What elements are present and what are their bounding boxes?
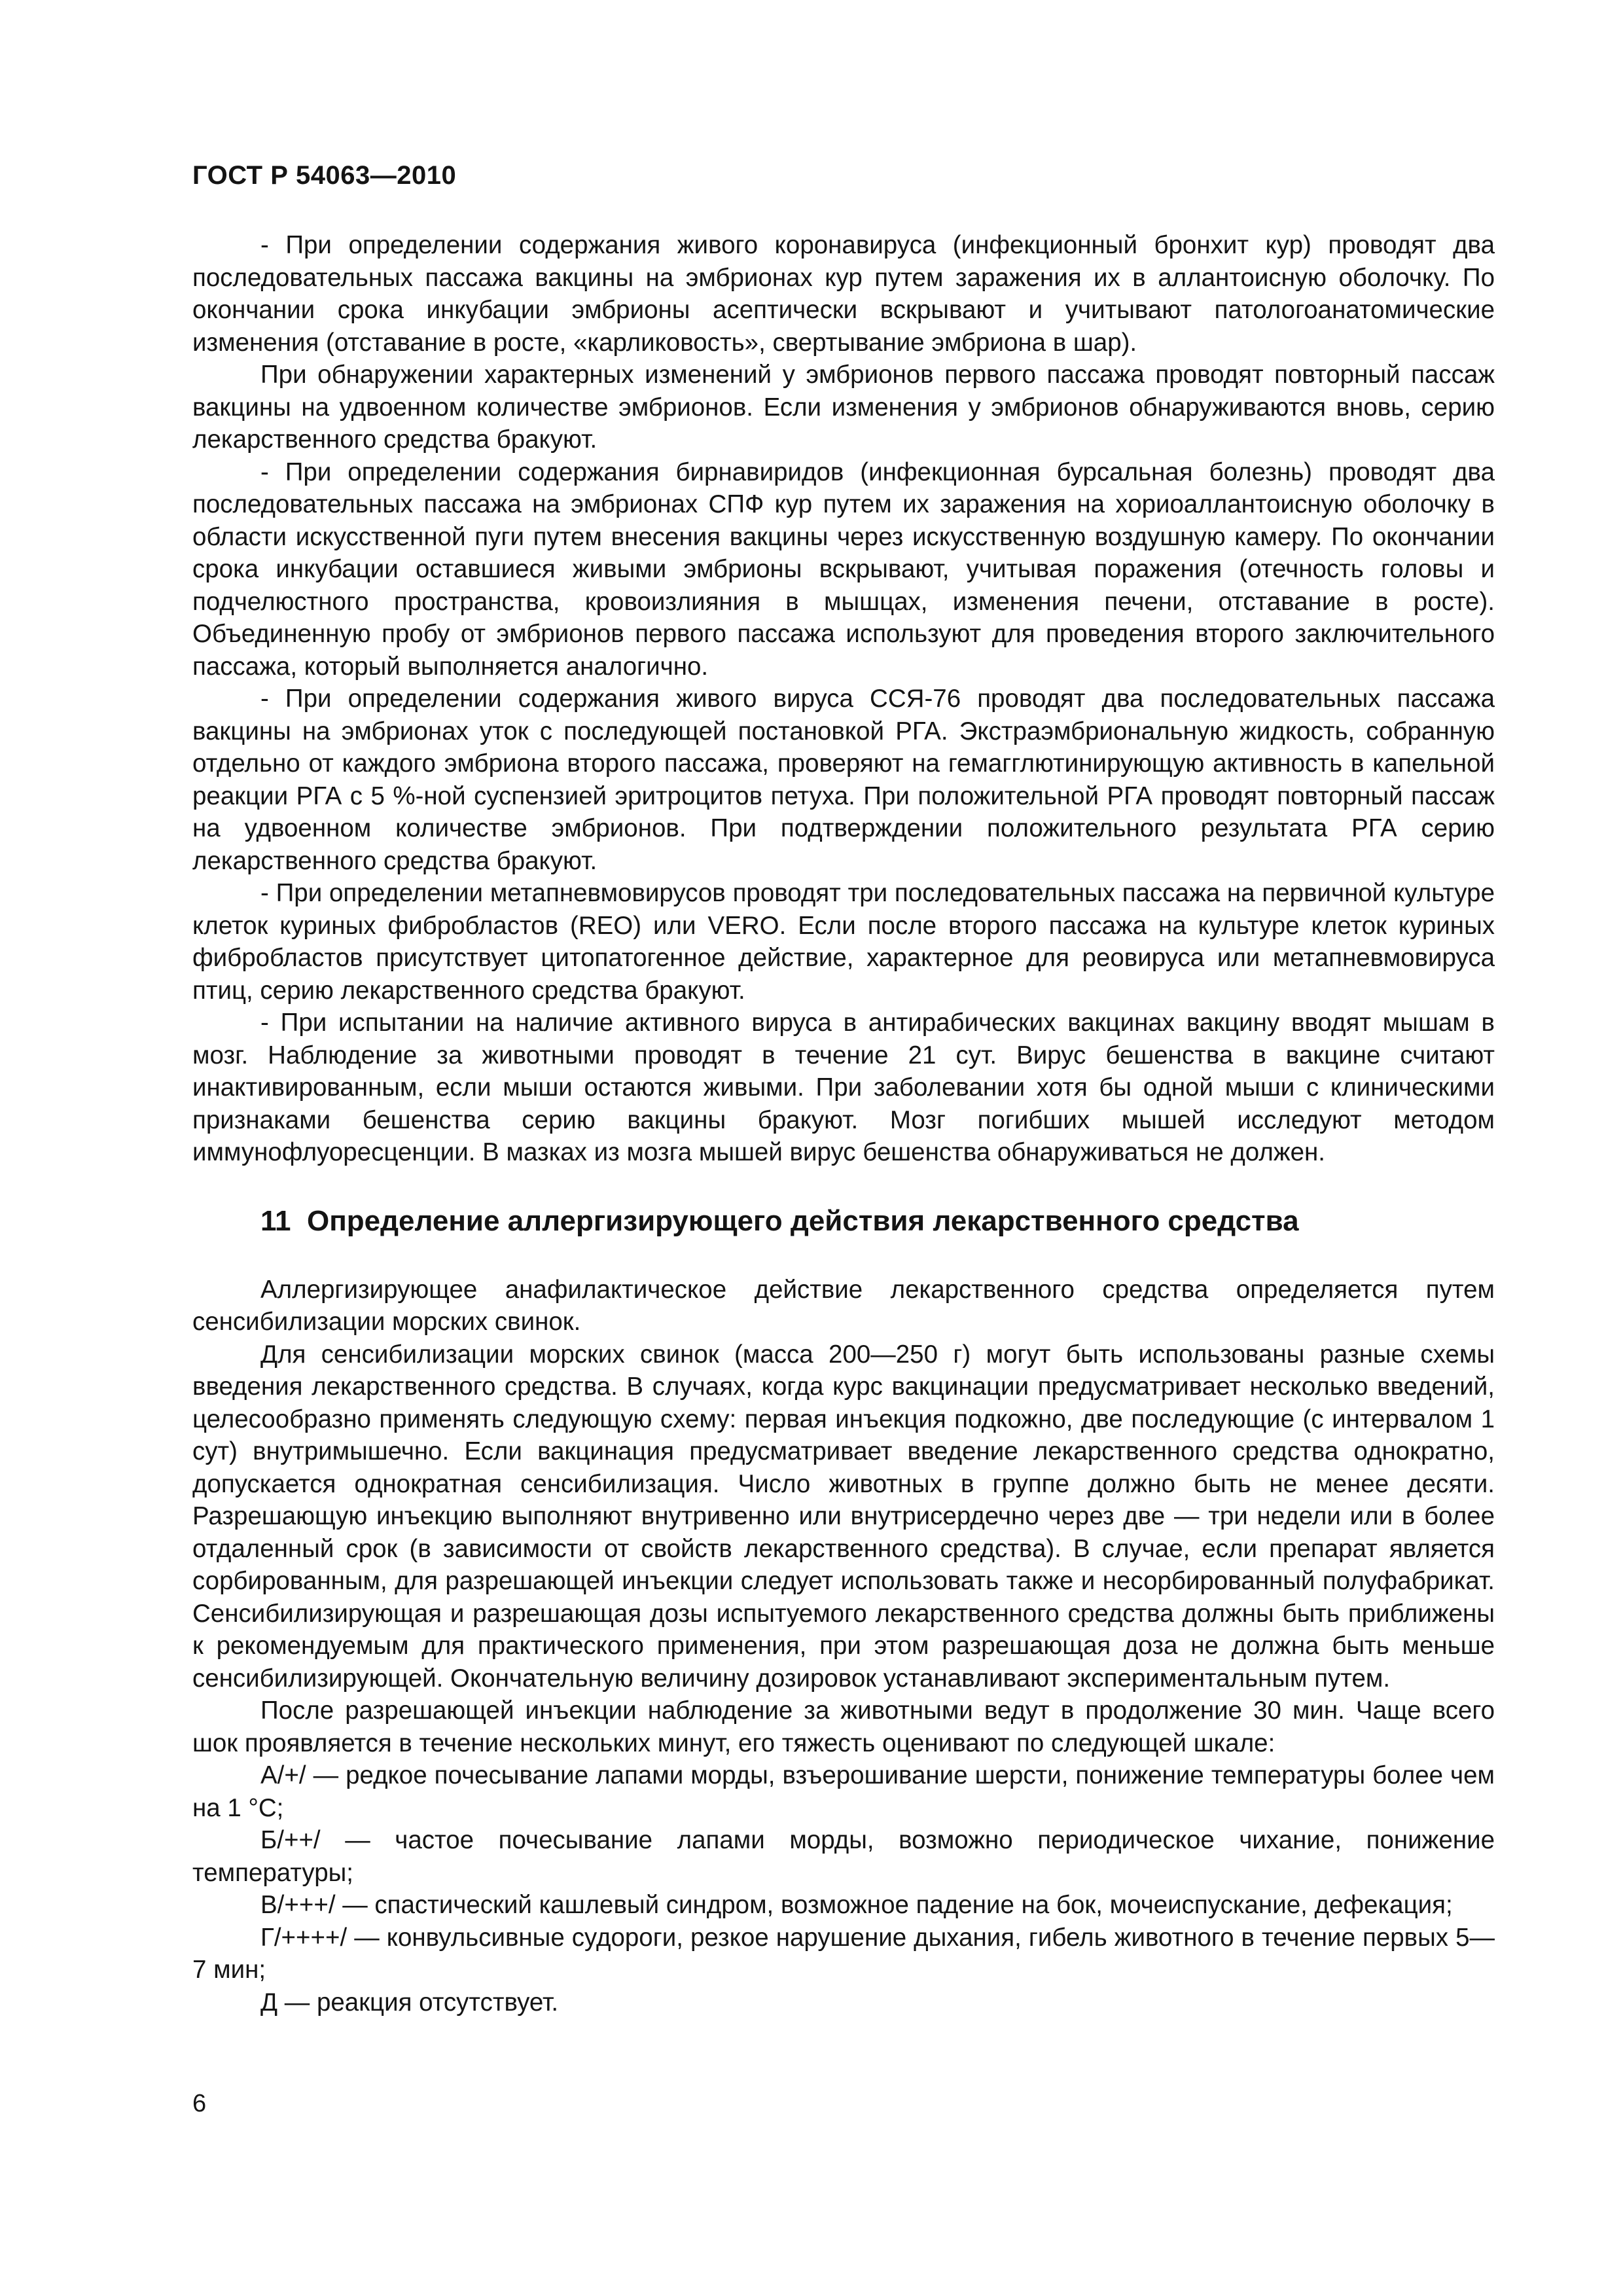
paragraph: После разрешающей инъекции наблюдение за животными ведут в продолжение 30 мин. Чаще всего шок проявляется в течение нескольких минут, его тяжесть оценивают по следующей шкале: [192, 1696, 1495, 1757]
paragraph: Аллергизирующее анафилактическое действие лекарственного средства определяется путем сенсибилизации морских свинок. [192, 1275, 1495, 1336]
page-number: 6 [192, 2090, 207, 2117]
paragraph: При обнаружении характерных изменений у эмбрионов первого пассажа проводят повторный пассаж вакцины на удвоенном количестве эмбрионов. Если изменения у эмбрионов обнаруживаются вновь, серию лекарственного средства бракуют. [192, 361, 1495, 454]
scale-item: Д — реакция отсутствует. [260, 1988, 559, 2017]
section-heading [192, 1203, 1495, 1240]
section-number: 11 [260, 1204, 291, 1237]
paragraph: - При испытании на наличие активного вируса в антирабических вакцинах вакцину вводят мышам в мозг. Наблюдение за животными проводят в течение 21 сут. Вирус бешенства в вакцине считают инактивированным, если мыши остаются живыми. При заболевании хотя бы одной мыши с клиническими признаками бешенства серию вакцины бракуют. Мозг погибших мышей исследуют методом иммунофлуоресценции. В мазках из мозга мышей вирус бешенства обнаруживаться не должен. [192, 1009, 1495, 1166]
paragraph: - При определении метапневмовирусов проводят три последовательных пассажа на первичной культуре клеток куриных фибробластов (REO) или VERO. Если после второго пассажа на культуре клеток куриных фибробластов присутствует цитопатогенное действие, характерное для реовируса или метапневмовируса птиц, серию лекарственного средства бракуют. [192, 879, 1495, 1005]
paragraph: - При определении содержания бирнавиридов (инфекционная бурсальная болезнь) проводят два последовательных пассажа на эмбрионах СПФ кур путем их заражения на хориоаллантоисную оболочку в области искусственной пуги путем внесения вакцины через искусственную воздушную камеру. По окончании срока инкубации оставшиеся живыми эмбрионы вскрывают, учитывая поражения (отечность головы и подчелюстного пространства, кровоизлияния в мышцах, изменения печени, отставание в росте). Объединенную пробу от эмбрионов первого пассажа используют для проведения второго заключительного пассажа, который выполняется аналогично. [192, 457, 1495, 681]
scale-item: Б/++/ — частое почесывание лапами морды, возможно периодическое чихание, понижение температуры; [192, 1826, 1495, 1887]
paragraph: - При определении содержания живого вируса ССЯ-76 проводят два последовательных пассажа вакцины на эмбрионах уток с последующей постановкой РГА. Экстраэмбриональную жидкость, собранную отдельно от каждого эмбриона второго пассажа, проверяют на гемагглютинирующую активность в капельной реакции РГА с 5 %-ной суспензией эритроцитов петуха. При положительной РГА проводят повторный пассаж на удвоенном количестве эмбрионов. При подтверждении положительного результата РГА серию лекарственного средства бракуют. [192, 685, 1495, 875]
scale-item: Г/++++/ — конвульсивные судороги, резкое нарушение дыхания, гибель животного в течение первых 5—7 мин; [192, 1923, 1495, 1984]
section-title: Определение аллергизирующего действия лекарственного средства [306, 1204, 1299, 1237]
scale-item: В/+++/ — спастический кашлевый синдром, возможное падение на бок, мочеиспускание, дефекация; [260, 1891, 1453, 1919]
paragraph: - При определении содержания живого коронавируса (инфекционный бронхит кур) проводят два последовательных пассажа вакцины на эмбрионах кур путем заражения их в аллантоисную оболочку. По окончании срока инкубации эмбрионы асептически вскрывают и учитывают патологоанатомические изменения (отставание в росте, «карликовость», свертывание эмбриона в шар). [192, 231, 1495, 357]
paragraph: Для сенсибилизации морских свинок (масса 200—250 г) могут быть использованы разные схемы введения лекарственного средства. В случаях, когда курс вакцинации предусматривает несколько введений, целесообразно применять следующую схему: первая инъекция подкожно, две последующие (с интервалом 1 сут) внутримышечно. Если вакцинация предусматривает введение лекарственного средства однократно, допускается однократная сенсибилизация. Число животных в группе должно быть не менее десяти. Разрешающую инъекцию выполняют внутривенно или внутрисердечно через две — три недели или в более отдаленный срок (в зависимости от свойств лекарственного средства). В случае, если препарат является сорбированным, для разрешающей инъекции следует использовать также и несорбированный полуфабрикат. Сенсибилизирующая и разрешающая дозы испытуемого лекарственного средства должны быть приближены к рекомендуемым для практического применения, при этом разрешающая доза не должна быть меньше сенсибилизирующей. Окончательную величину дозировок устанавливают экспериментальным путем. [192, 1340, 1495, 1693]
standard-header: ГОСТ Р 54063—2010 [192, 161, 457, 190]
scale-item: А/+/ — редкое почесывание лапами морды, взъерошивание шерсти, понижение температуры более чем на 1 °С; [192, 1761, 1495, 1822]
document-body [192, 229, 1495, 2018]
